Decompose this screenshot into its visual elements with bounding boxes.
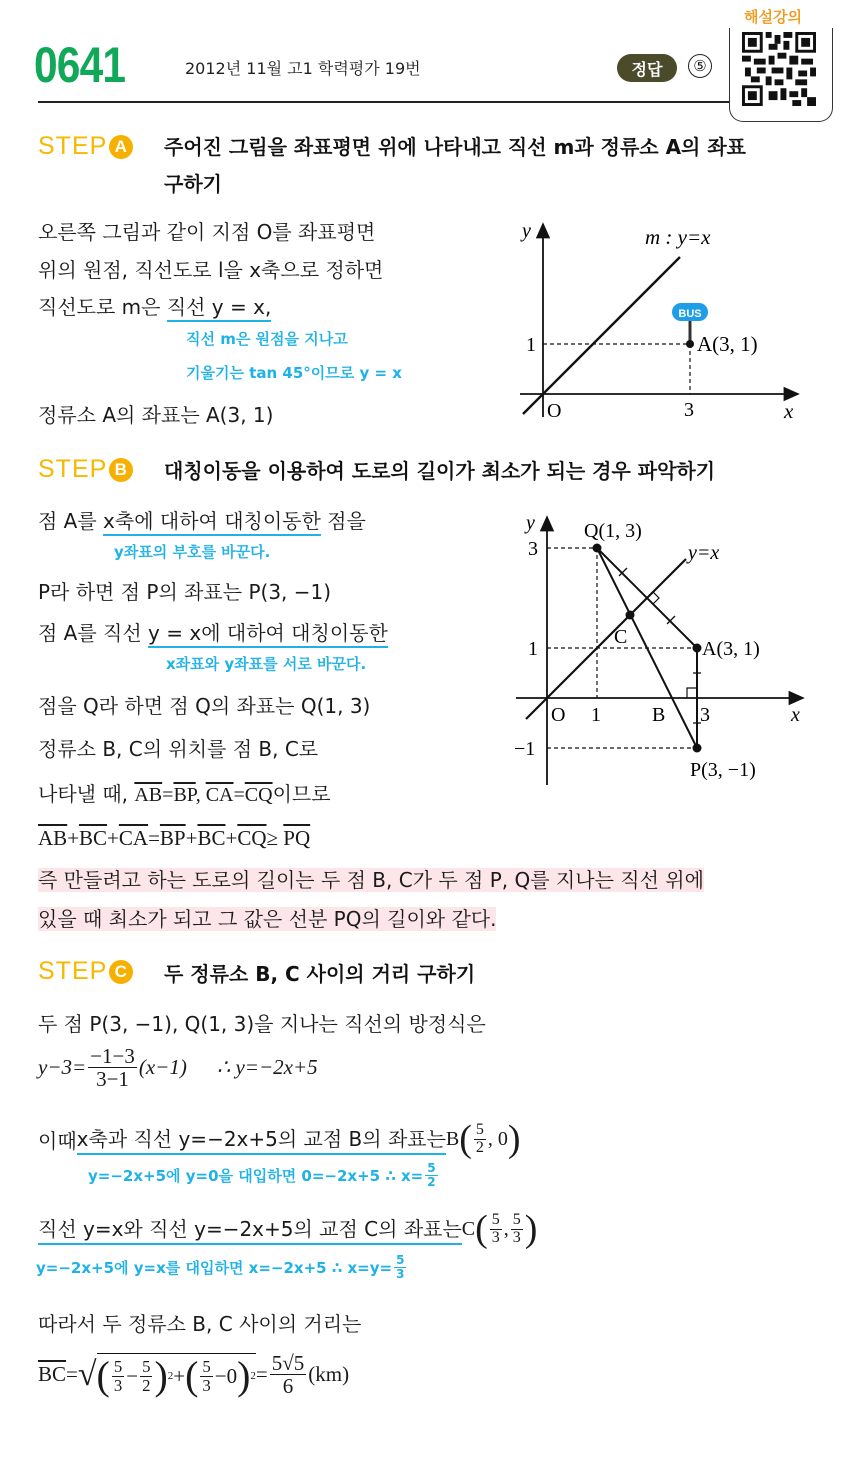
step-c-note-1: y=−2x+5에 y=0을 대입하면 0=−2x+5 ∴ x= $\frac{5}{2}$: [88, 1161, 436, 1189]
step-a-note-1: 직선 m은 원점을 지나고: [186, 330, 348, 348]
lecture-label: 해설강의: [744, 8, 802, 26]
point-c: [626, 611, 635, 620]
step-b-underlined-2: y = x에 대하여 대칭이동한: [148, 621, 388, 648]
step-b-text-6: 나타낼 때, $\overline{AB}=\overline{BP}$, $\overline{CA}=\overline{CQ}$이므로: [38, 782, 331, 806]
step-b-text-4: 점을 Q라 하면 점 Q의 좌표는 Q(1, 3): [38, 694, 371, 718]
svg-text:A(3, 1): A(3, 1): [697, 332, 758, 356]
t: y−3=: [38, 1055, 87, 1080]
t: 있을 때 최소가 되고 그 값은 선분 PQ의 길이와 같다.: [38, 907, 497, 931]
svg-text:3: 3: [684, 399, 694, 421]
svg-text:A(3, 1): A(3, 1): [702, 638, 760, 660]
step-b-note-2: x좌표와 y좌표를 서로 바꾼다.: [166, 655, 367, 673]
step-b-text-5: 정류소 B, C의 위치를 점 B, C로: [38, 737, 319, 761]
step-c-title: 두 정류소 B, C 사이의 거리 구하기: [164, 962, 476, 986]
step-c-b-line: 이때 x축과 직선 y=−2x+5의 교점 B의 좌표는 B ( $\frac{5}{2}$ , 0 ): [38, 1118, 521, 1160]
step-a-underlined: 직선 y = x,: [167, 295, 272, 322]
question-source: 2012년 11월 고1 학력평가 19번: [185, 59, 421, 78]
t: 이므로: [272, 782, 331, 806]
step-a-title-line1: 주어진 그림을 좌표평면 위에 나타내고 직선 m과 정류소 A의 좌표: [164, 135, 746, 159]
line-m: [523, 257, 680, 414]
slope-fraction: [88, 1045, 137, 1090]
step-a-text-3: [38, 291, 271, 320]
t: 점 A를 직선: [38, 621, 149, 645]
line-y-equals-x: [526, 559, 686, 719]
qr-code-icon[interactable]: [742, 32, 816, 106]
svg-text:3: 3: [528, 538, 538, 560]
step-b-highlight-1: [38, 864, 704, 893]
t: ∴ y=−2x+5: [216, 1055, 318, 1080]
question-number: 0641: [34, 37, 126, 93]
step-b-badge: B: [109, 458, 133, 482]
svg-text:B: B: [652, 704, 666, 726]
t: ≥: [266, 826, 279, 850]
point-a: [686, 340, 694, 348]
step-c-badge: C: [109, 960, 133, 984]
svg-text:1: 1: [528, 638, 538, 660]
svg-text:3: 3: [700, 704, 710, 726]
t: B: [445, 1127, 460, 1150]
step-a-note-2: 기울기는 tan 45°이므로 y = x: [186, 364, 402, 382]
step-b-highlight-2: [38, 903, 496, 932]
svg-text:−1: −1: [514, 738, 536, 760]
step-c-conclusion: 따라서 두 정류소 B, C 사이의 거리는: [38, 1312, 362, 1336]
step-b-text-1: [38, 505, 366, 534]
step-b-title: 대칭이동을 이용하여 도로의 길이가 최소가 되는 경우 파악하기: [164, 459, 716, 483]
step-a-badge: A: [109, 135, 133, 159]
svg-text:x: x: [791, 704, 800, 726]
t: (km): [308, 1362, 350, 1387]
step-b-text-3: [38, 617, 388, 646]
svg-text:O: O: [547, 400, 562, 422]
step-b-inequality: $\overline{AB}+\overline{BC}+\overline{CA}=\overline{BP}+\overline{BC}+\overline{CQ}\ge \overline{PQ}$: [38, 826, 311, 850]
svg-text:y=x: y=x: [688, 542, 720, 564]
t: 즉 만들려고 하는 도로의 길이는 두 점 B, C가 두 점 P, Q를 지나는 직선 위에: [38, 868, 704, 892]
step-label: STEP: [38, 132, 108, 160]
step-c-underlined-1: x축과 직선 y=−2x+5의 교점 B의 좌표는: [77, 1123, 446, 1155]
t: (x−1): [138, 1055, 187, 1080]
step-c-text-1: 두 점 P(3, −1), Q(1, 3)을 지나는 직선의 방정식은: [38, 1012, 486, 1036]
step-a-text-1: 오른쪽 그림과 같이 지점 O를 좌표평면: [38, 220, 376, 244]
t: −1−3: [90, 1044, 135, 1068]
step-c-label: [38, 957, 133, 986]
step-a-text-3a: 직선도로 m은: [38, 295, 167, 319]
header-divider: [38, 101, 730, 103]
svg-text:Q(1, 3): Q(1, 3): [584, 520, 642, 542]
t: C: [461, 1217, 476, 1240]
svg-text:y: y: [522, 220, 531, 242]
step-c-note-2: y=−2x+5에 y=x를 대입하면 x=−2x+5 ∴ x=y= $\frac{5}{3}$: [36, 1253, 405, 1281]
t: y=−2x+5에 y=0을 대입하면 0=−2x+5 ∴ x=: [88, 1166, 424, 1185]
step-label: STEP: [38, 957, 108, 985]
distance-formula: $\overline{BC}$ = √ ( $\frac{5}{3}$ − $\frac{5}{2}$ ) 2 + ( $\frac{5}{3}$ −0 ) 2 = $\frac{5√5}{6}$ (km): [38, 1351, 350, 1399]
t: 나타낼 때,: [38, 782, 135, 806]
step-a-text-2: 위의 원점, 직선도로 l을 x축으로 정하면: [38, 258, 384, 282]
svg-text:C: C: [614, 626, 628, 648]
t: 점을: [320, 509, 366, 533]
svg-text:x: x: [784, 399, 794, 423]
figure-a: [508, 212, 808, 427]
svg-text:P(3, −1): P(3, −1): [690, 759, 756, 781]
figure-b: [508, 505, 808, 790]
answer-value: ⑤: [688, 54, 712, 78]
t: $\overline{BC}$: [38, 1362, 67, 1387]
step-a-label: [38, 132, 133, 161]
step-c-underlined-2: 직선 y=x와 직선 y=−2x+5의 교점 C의 좌표는: [38, 1213, 462, 1245]
step-a-result: 정류소 A의 좌표는 A(3, 1): [38, 403, 274, 427]
t: 점 A를: [38, 509, 104, 533]
step-a-title-line2: 구하기: [164, 172, 222, 196]
svg-text:BUS: BUS: [678, 308, 702, 320]
t: 3−1: [96, 1067, 129, 1092]
step-b-note-1: y좌표의 부호를 바꾼다.: [114, 543, 271, 561]
svg-text:1: 1: [591, 704, 601, 726]
step-b-text-2: P라 하면 점 P의 좌표는 P(3, −1): [38, 580, 332, 604]
t: 이때: [38, 1128, 77, 1153]
line-equation: [38, 1045, 318, 1090]
t: y=−2x+5에 y=x를 대입하면 x=−2x+5 ∴ x=y=: [36, 1258, 393, 1277]
step-b-label: [38, 455, 133, 484]
svg-text:1: 1: [526, 334, 536, 356]
step-c-c-line: 직선 y=x와 직선 y=−2x+5의 교점 C의 좌표는 C ( $\frac{5}{3}$ , $\frac{5}{3}$ ): [38, 1208, 538, 1250]
step-b-underlined-1: x축에 대하여 대칭이동한: [103, 509, 321, 536]
svg-text:y: y: [526, 512, 535, 534]
answer-badge: 정답: [617, 54, 677, 82]
svg-text:m : y=x: m : y=x: [645, 225, 711, 249]
svg-text:O: O: [551, 704, 566, 726]
step-label: STEP: [38, 455, 108, 483]
